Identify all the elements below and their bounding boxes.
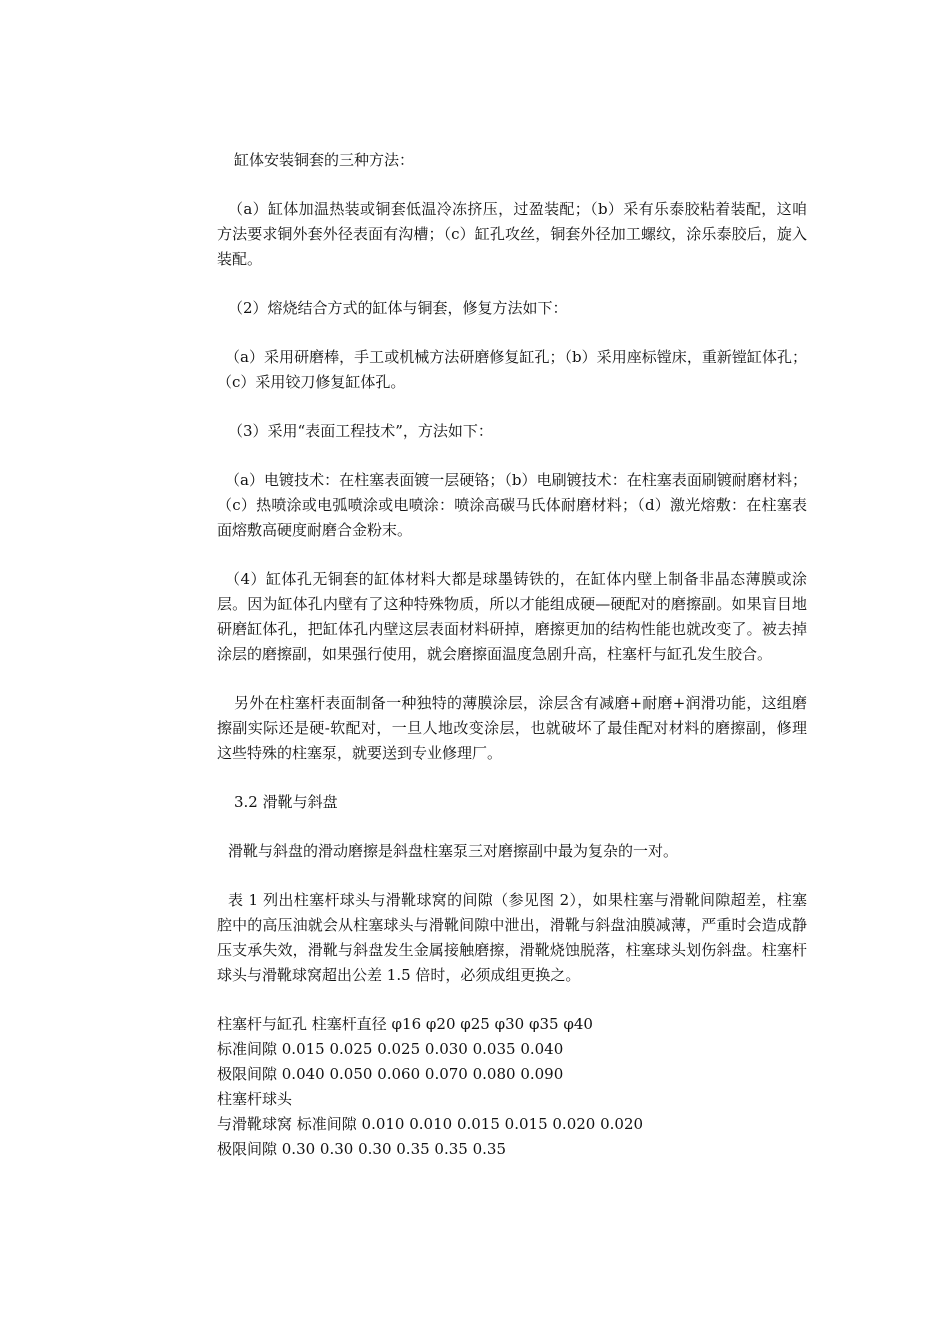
section-heading-3-2: 3.2 滑靴与斜盘 xyxy=(234,793,338,811)
paragraph-method-3: （a）电镀技术：在柱塞表面镀一层硬铬；（b）电刷镀技术：在柱塞表面刷镀耐磨材料；（c）热喷涂或电弧喷涂或电喷涂：喷涂高碳马氏体耐磨材料；（d）激光熔敷：在柱塞表面熔敷高硬度耐磨合金粉末。 xyxy=(217,471,807,539)
table-line: 极限间隙 0.30 0.30 0.30 0.35 0.35 0.35 xyxy=(217,1140,506,1158)
table-line: 与滑靴球窝 标准间隙 0.010 0.010 0.015 0.015 0.020 0.020 xyxy=(217,1115,644,1133)
paragraph-table-description: 表 1 列出柱塞杆球头与滑靴球窝的间隙（参见图 2），如果柱塞与滑靴间隙超差，柱塞腔中的高压油就会从柱塞球头与滑靴间隙中泄出，滑靴与斜盘油膜减薄，严重时会造成静压支承失效，滑靴与斜盘发生金属接触磨擦，滑靴烧蚀脱落，柱塞球头划伤斜盘。柱塞杆球头与滑靴球窝超出公差 1.5 倍时，必须成组更换之。 xyxy=(217,891,807,984)
paragraph-method-4: （4）缸体孔无铜套的缸体材料大都是球墨铸铁的，在缸体内壁上制备非晶态薄膜或涂层。因为缸体孔内壁有了这种特殊物质，所以才能组成硬—硬配对的磨擦副。如果盲目地研磨缸体孔，把缸体孔内壁这层表面材料研掉，磨擦更加的结构性能也就改变了。被去掉涂层的磨擦副，如果强行使用，就会磨擦面温度急剧升高，柱塞杆与缸孔发生胶合。 xyxy=(217,570,807,663)
table-line: 柱塞杆球头 xyxy=(217,1090,293,1108)
table-line: 标准间隙 0.015 0.025 0.025 0.030 0.035 0.040 xyxy=(217,1040,564,1058)
paragraph-heading-3: （3）采用“表面工程技术”，方法如下： xyxy=(228,422,493,440)
paragraph-heading-2: （2）熔烧结合方式的缸体与铜套，修复方法如下： xyxy=(228,299,568,317)
table-line: 极限间隙 0.040 0.050 0.060 0.070 0.080 0.090 xyxy=(217,1065,564,1083)
paragraph-slipper-intro: 滑靴与斜盘的滑动磨擦是斜盘柱塞泵三对磨擦副中最为复杂的一对。 xyxy=(228,842,679,860)
paragraph-intro: 缸体安装铜套的三种方法： xyxy=(234,151,415,169)
clearance-table-text xyxy=(217,1012,807,1162)
paragraph-method-2: （a）采用研磨棒，手工或机械方法研磨修复缸孔；（b）采用座标镗床，重新镗缸体孔；（c）采用铰刀修复缸体孔。 xyxy=(217,348,807,391)
table-line: 柱塞杆与缸孔 柱塞杆直径 φ16 φ20 φ25 φ30 φ35 φ40 xyxy=(217,1015,593,1033)
document-page xyxy=(217,148,807,1162)
paragraph-coating: 另外在柱塞杆表面制备一种独特的薄膜涂层，涂层含有减磨+耐磨+润滑功能，这组磨擦副实际还是硬-软配对，一旦人地改变涂层，也就破坏了最佳配对材料的磨擦副，修理这些特殊的柱塞泵，就要送到专业修理厂。 xyxy=(217,694,807,762)
paragraph-method-1: （a）缸体加温热装或铜套低温冷冻挤压，过盈装配；（b）采有乐泰胶粘着装配，这咱方法要求铜外套外径表面有沟槽；（c）缸孔攻丝，铜套外径加工螺纹，涂乐泰胶后，旋入装配。 xyxy=(217,200,807,268)
